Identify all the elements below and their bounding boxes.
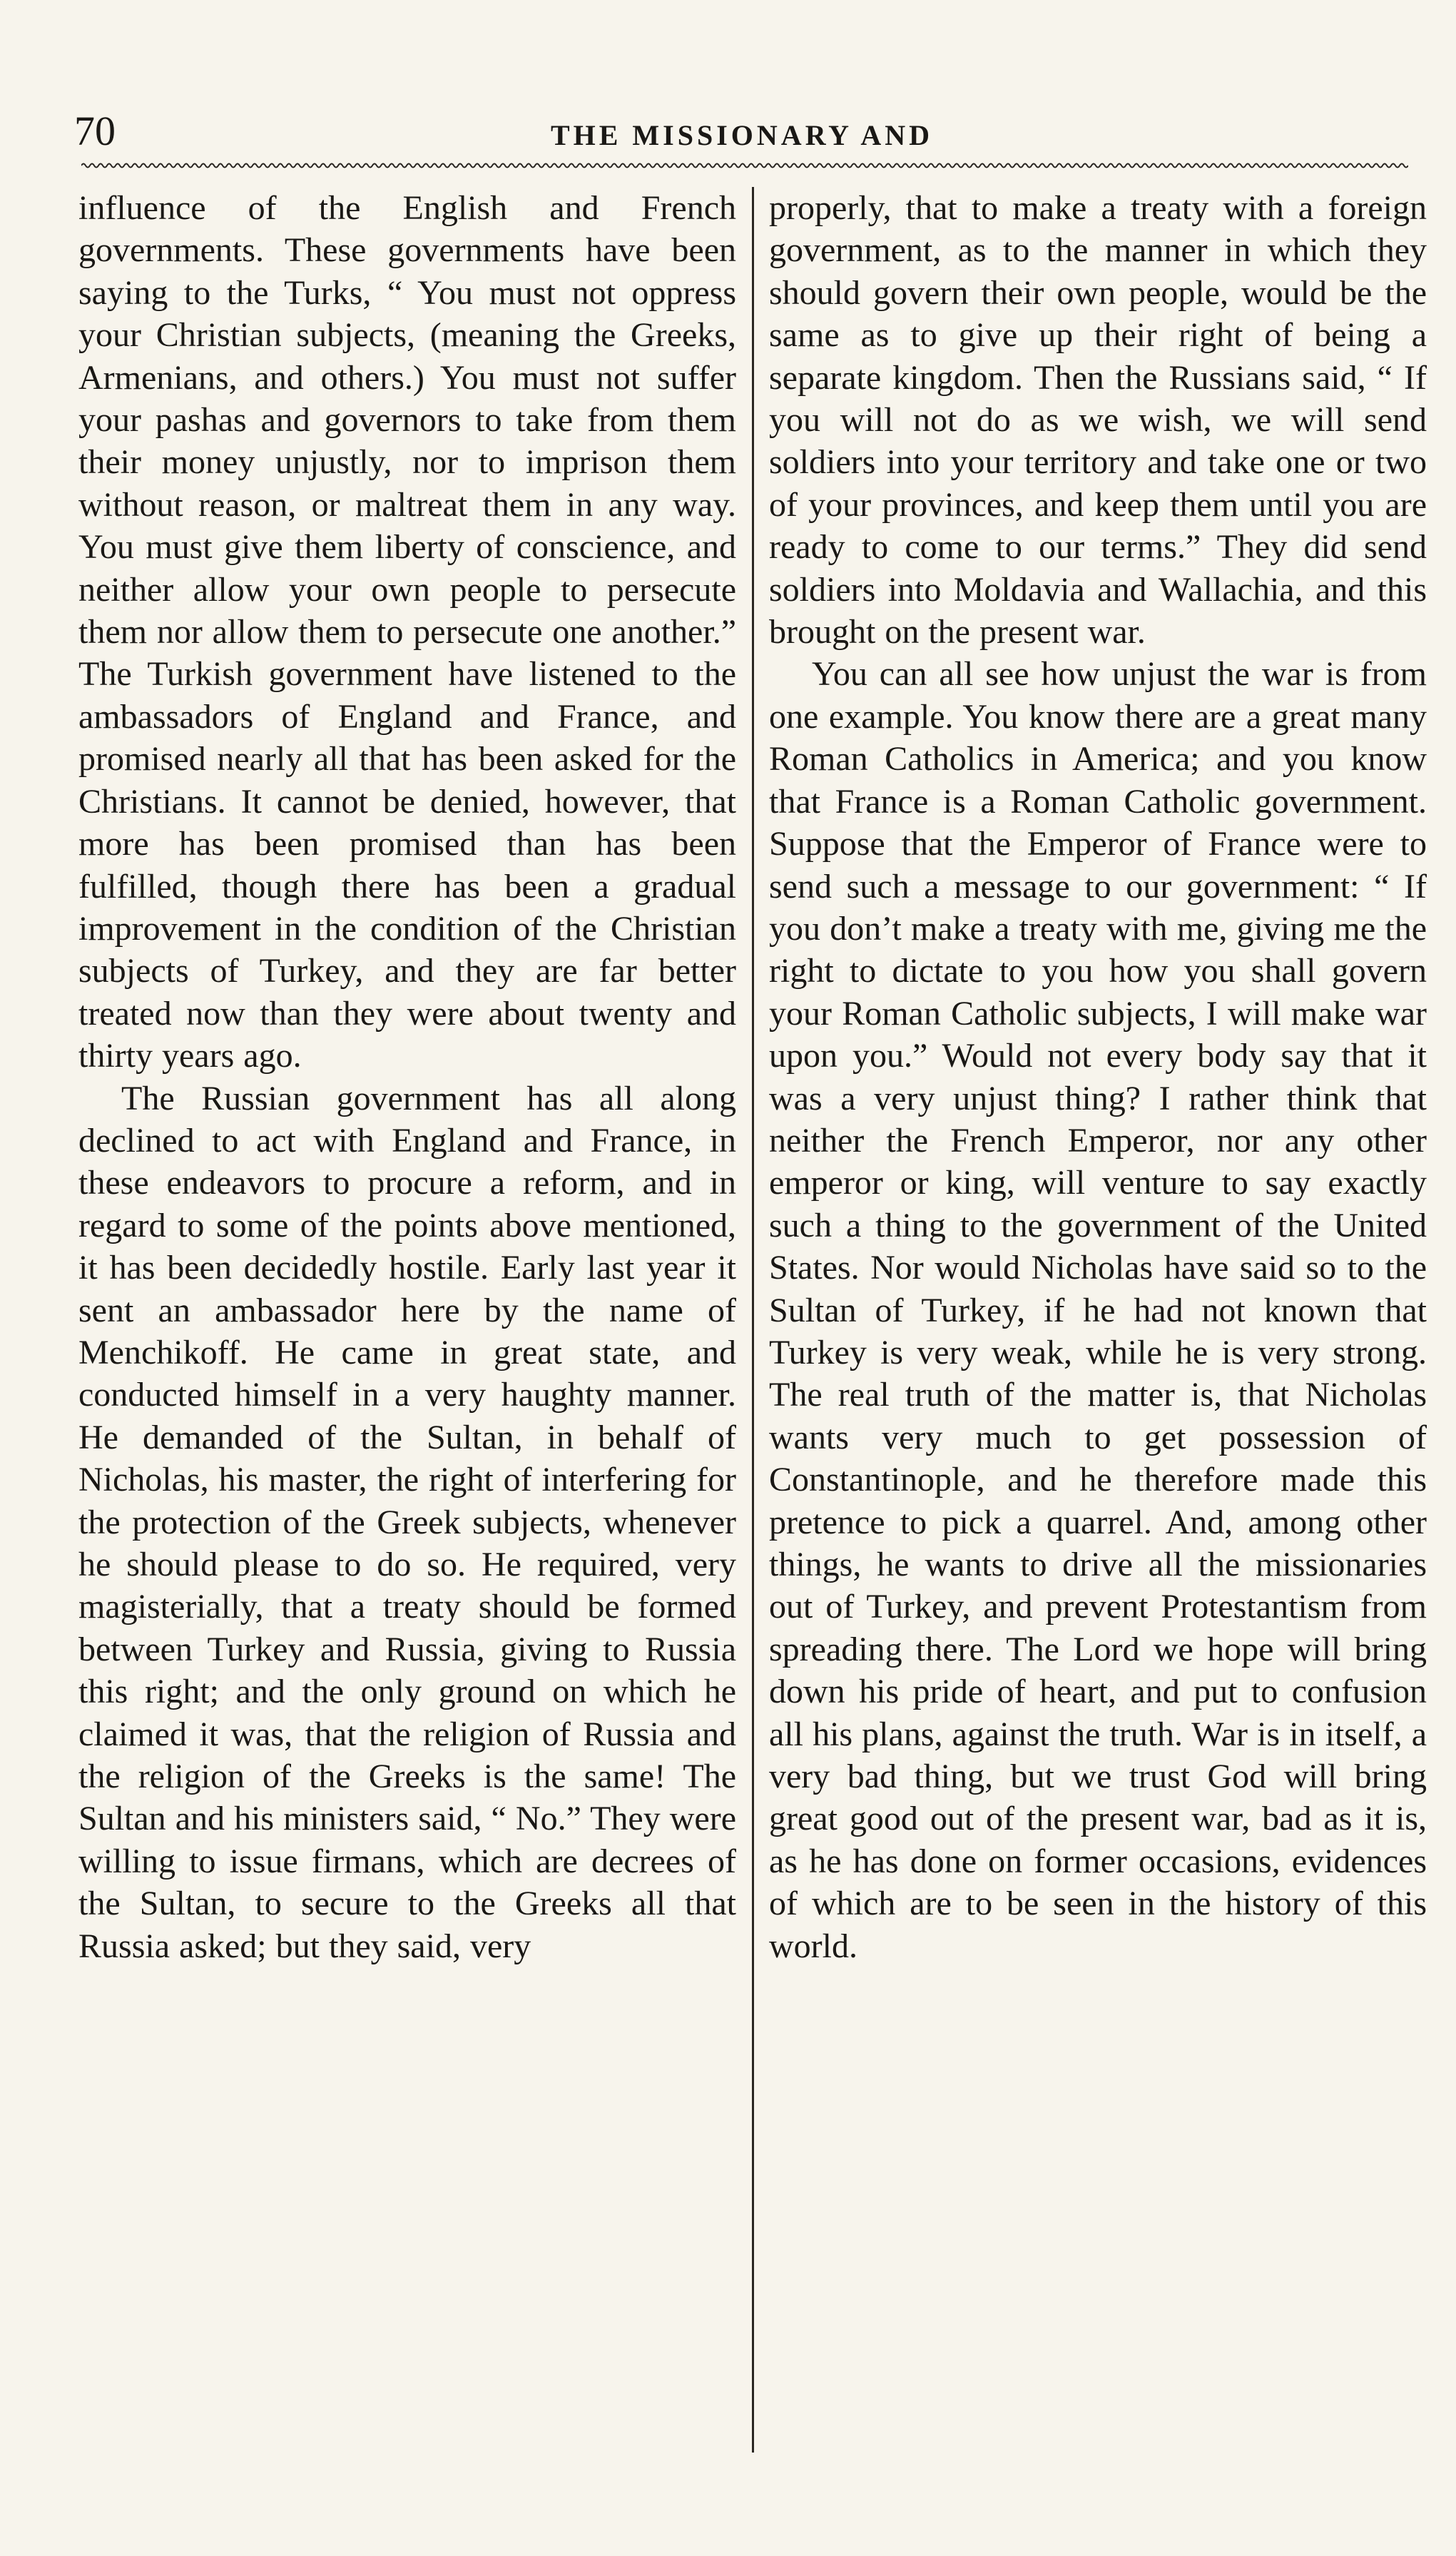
page-header	[74, 107, 1410, 157]
column-divider	[752, 187, 754, 2453]
header-wavy-rule	[81, 161, 1408, 171]
page-number: 70	[74, 108, 116, 154]
left-column	[78, 187, 736, 2456]
right-paragraph-2: You can all see how unjust the war is from one example. You know there are a great many Roman Catholics in America; and you know that France is a Roman Catholic government. Suppose that the Emperor of France were to send such a message to our government: “ If you don’t make a treaty with me, giving me the right to dictate to you how you shall govern your Roman Catholic subjects, I will make war upon you.” Would not every body say that it was a very unjust thing? I rather think that neither the French Emperor, nor any other emperor or king, will venture to say exactly such a thing to the government of the United States. Nor would Nicholas have said so to the Sultan of Turkey, if he had not known that Turkey is very weak, while he is very strong. The real truth of the matter is, that Nicholas wants very much to get possession of Constantinople, and he therefore made this pretence to pick a quarrel. And, among other things, he wants to drive all the missionaries out of Turkey, and prevent Protestantism from spreading there. The Lord we hope will bring down his pride of heart, and put to confusion all his plans, against the truth. War is in itself, a very bad thing, but we trust God will bring great good out of the present war, bad as it is, as he has done on former occasions, evidences of which are to be seen in the history of this world.	[769, 655, 1427, 1965]
left-paragraph-1: influence of the English and French governments. These governments have been saying to the Turks, “ You must not oppress your Christian subjects, (meaning the Greeks, Armenians, and others.) You must not suffer your pashas and governors to take from them their money unjustly, nor to imprison them without reason, or maltreat them in any way. You must give them liberty of conscience, and neither allow your own people to persecute them nor allow them to persecute one another.” The Turkish government have listened to the ambassadors of England and France, and promised nearly all that has been asked for the Christians. It cannot be denied, however, that more has been promised than has been fulfilled, though there has been a gradual improvement in the condition of the Christian subjects of Turkey, and they are far better treated now than they were about twenty and thirty years ago.	[78, 189, 736, 1075]
left-paragraph-2: The Russian government has all along declined to act with England and France, in these endeavors to procure a reform, and in regard to some of the points above mentioned, it has been decidedly hostile. Early last year it sent an ambassador here by the name of Menchikoff. He came in great state, and conducted himself in a very haughty manner. He demanded of the Sultan, in behalf of Nicholas, his master, the right of interfering for the protection of the Greek subjects, whenever he should please to do so. He required, very magisterially, that a treaty should be formed between Turkey and Russia, giving to Russia this right; and the only ground on which he claimed it was, that the religion of Russia and the religion of the Greeks is the same! The Sultan and his ministers said, “ No.” They were willing to issue firmans, which are decrees of the Sultan, to secure to the Greeks all that Russia asked; but they said, very	[78, 1079, 736, 1965]
right-paragraph-1: properly, that to make a treaty with a foreign government, as to the manner in which they should govern their own people, would be the same as to give up their right of being a separate kingdom. Then the Russians said, “ If you will not do as we wish, we will send soldiers into your territory and take one or two of your provinces, and keep them until you are ready to come to our terms.” They did send soldiers into Moldavia and Wallachia, and this brought on the present war.	[769, 189, 1427, 651]
running-head: THE MISSIONARY AND	[550, 119, 934, 151]
right-column	[769, 187, 1427, 2456]
